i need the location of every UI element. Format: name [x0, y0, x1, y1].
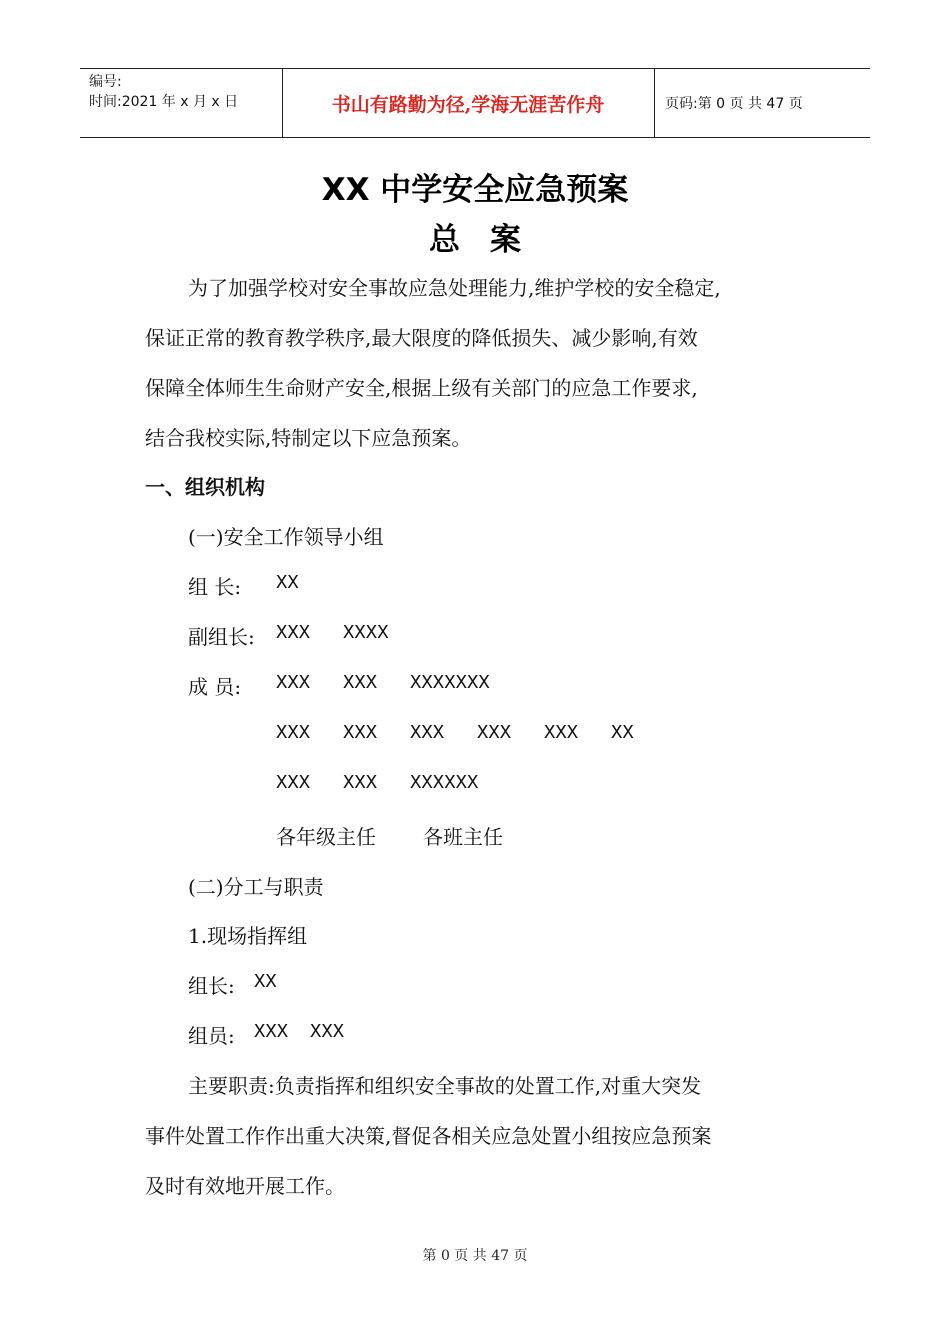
subsection-heading: (一)安全工作领导小组 — [188, 525, 384, 549]
duty-line: 事件处置工作作出重大决策,督促各相关应急处置小组按应急预案 — [145, 1124, 712, 1148]
intro-line: 为了加强学校对安全事故应急处理能力,维护学校的安全稳定, — [188, 276, 721, 300]
page-footer: 第 0 页 共 47 页 — [422, 1248, 528, 1264]
page-header — [80, 68, 870, 138]
member-role: 各班主任 — [423, 825, 503, 849]
document-subtitle: 总案 — [429, 222, 551, 258]
member-name: XXX — [276, 772, 311, 794]
header-meta-cell — [80, 69, 283, 137]
header-motto-cell — [282, 69, 655, 137]
group-leader-name: XX — [254, 971, 277, 993]
member-name: XXX — [276, 672, 311, 694]
section-heading: 一、组织机构 — [145, 475, 265, 499]
document-title: XX 中学安全应急预案 — [321, 172, 629, 208]
member-role: 各年级主任 — [276, 825, 376, 849]
vice-leader-name: XXXX — [343, 622, 389, 644]
vice-leader-name: XXX — [276, 622, 311, 644]
member-name: XXXXXXX — [410, 672, 490, 694]
header-page-code: 页码:第 0 页 共 47 页 — [665, 96, 803, 112]
members-label: 成 员: — [188, 675, 242, 699]
member-name: XXX — [276, 722, 311, 744]
intro-line: 保证正常的教育教学秩序,最大限度的降低损失、减少影响,有效 — [145, 326, 698, 350]
duty-line: 主要职责:负责指挥和组织安全事故的处置工作,对重大突发 — [188, 1074, 702, 1098]
group-members-label: 组员: — [188, 1024, 235, 1048]
member-name: XXX — [343, 722, 378, 744]
leader-label: 组 长: — [188, 575, 242, 599]
vice-leader-label: 副组长: — [188, 625, 255, 649]
member-name: XXX — [343, 672, 378, 694]
group-member-name: XXX — [254, 1021, 289, 1043]
group-leader-label: 组长: — [188, 974, 235, 998]
member-name: XXX — [410, 722, 445, 744]
subsection-heading: (二)分工与职责 — [188, 875, 324, 899]
member-name: XXX — [544, 722, 579, 744]
member-name: XXX — [343, 772, 378, 794]
member-name: XXX — [477, 722, 512, 744]
header-motto: 书山有路勤为径,学海无涯苦作舟 — [331, 93, 605, 116]
intro-line: 结合我校实际,特制定以下应急预案。 — [145, 426, 472, 450]
member-name: XXXXXX — [410, 772, 479, 794]
member-name: XX — [611, 722, 634, 744]
group-member-name: XXX — [310, 1021, 345, 1043]
document-number-label: 编号: — [89, 74, 122, 90]
duty-line: 及时有效地开展工作。 — [145, 1174, 345, 1198]
leader-name: XX — [276, 572, 299, 594]
intro-line: 保障全体师生生命财产安全,根据上级有关部门的应急工作要求, — [145, 376, 698, 400]
group-heading: 1.现场指挥组 — [188, 924, 308, 948]
header-page-cell — [655, 69, 870, 137]
document-time-label: 时间:2021 年 x 月 x 日 — [89, 94, 239, 110]
